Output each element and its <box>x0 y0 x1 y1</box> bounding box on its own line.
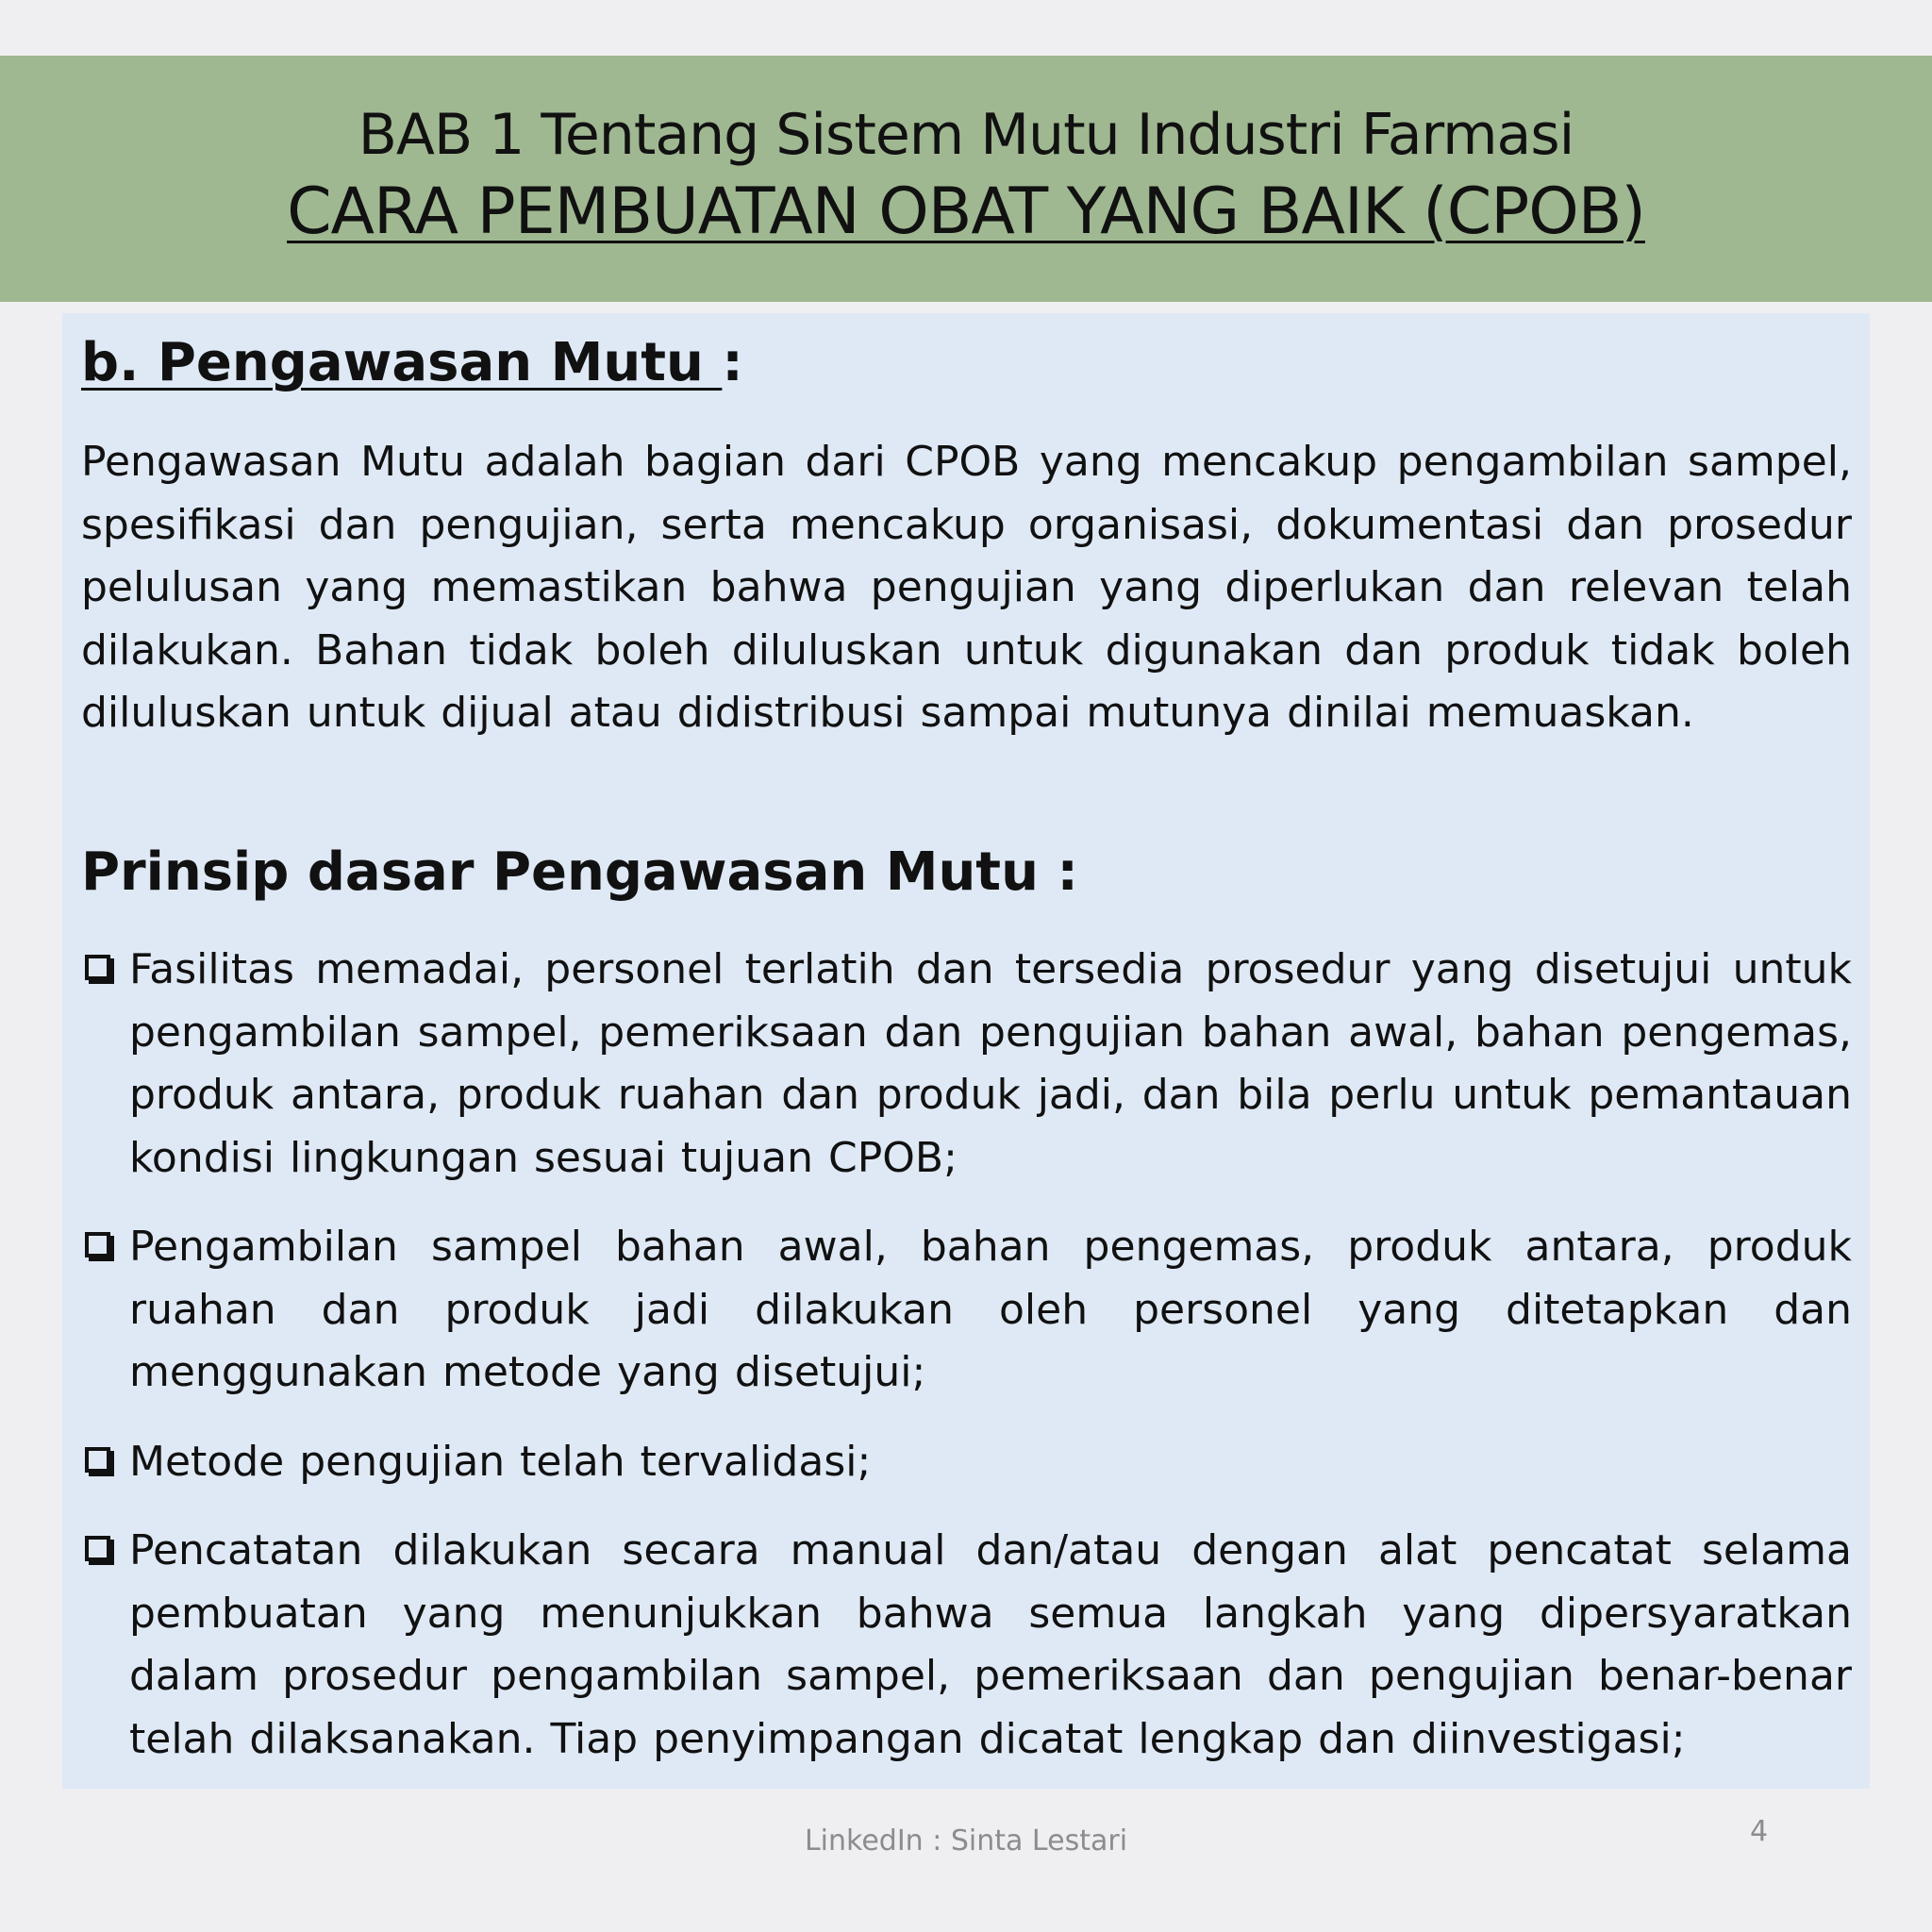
page-number: 4 <box>1750 1815 1769 1848</box>
slide-title <box>0 174 1932 251</box>
checkbox-bullet-icon <box>85 1447 110 1473</box>
checkbox-bullet-icon <box>85 1536 110 1561</box>
list-item-text: Fasilitas memadai, personel terlatih dan tersedia prosedur yang disetujui untuk pengambilan sampel, pemeriksaan dan pengujian bahan awal, bahan pengemas, produk antara, produk ruahan dan produk jadi, dan bila perlu untuk pemantauan kondisi lingkungan sesuai tujuan CPOB; <box>129 945 1852 1182</box>
footer-credit: LinkedIn : Sinta Lestari <box>804 1824 1128 1857</box>
checkbox-bullet-icon <box>85 1232 110 1257</box>
list-item <box>81 1520 1852 1771</box>
principles-heading: Prinsip dasar Pengawasan Mutu : <box>81 841 1078 903</box>
section-heading <box>81 330 743 396</box>
list-item <box>81 1431 1852 1494</box>
principles-list <box>81 939 1852 1797</box>
list-item-text: Metode pengujian telah tervalidasi; <box>129 1437 872 1486</box>
slide-title-text: CARA PEMBUATAN OBAT YANG BAIK (CPOB) <box>287 175 1645 249</box>
header-band <box>0 56 1932 302</box>
checkbox-bullet-icon <box>85 955 110 980</box>
list-item-text: Pencatatan dilakukan secara manual dan/atau dengan alat pencatat selama pembuatan yang menunjukkan bahwa semua langkah yang dipersyaratkan dalam prosedur pengambilan sampel, pemeriksaan dan pengujian benar-benar telah dilaksanakan. Tiap penyimpangan dicatat lengkap dan diinvestigasi; <box>129 1526 1852 1763</box>
section-heading-colon: : <box>722 332 743 393</box>
chapter-subtitle: BAB 1 Tentang Sistem Mutu Industri Farmasi <box>358 102 1574 168</box>
list-item <box>81 939 1852 1190</box>
intro-paragraph: Pengawasan Mutu adalah bagian dari CPOB yang mencakup pengambilan sampel, spesifikasi dan pengujian, serta mencakup organisasi, dokumentasi dan prosedur pelulusan yang memastikan bahwa pengujian yang diperlukan dan relevan telah dilakukan. Bahan tidak boleh diluluskan untuk digunakan dan produk tidak boleh diluluskan untuk dijual atau didistribusi sampai mutunya dinilai memuaskan. <box>81 438 1852 737</box>
section-heading-text: b. Pengawasan Mutu <box>81 332 723 393</box>
list-item-text: Pengambilan sampel bahan awal, bahan pengemas, produk antara, produk ruahan dan produk jadi dilakukan oleh personel yang ditetapkan dan menggunakan metode yang disetujui; <box>129 1223 1852 1396</box>
list-item <box>81 1216 1852 1405</box>
